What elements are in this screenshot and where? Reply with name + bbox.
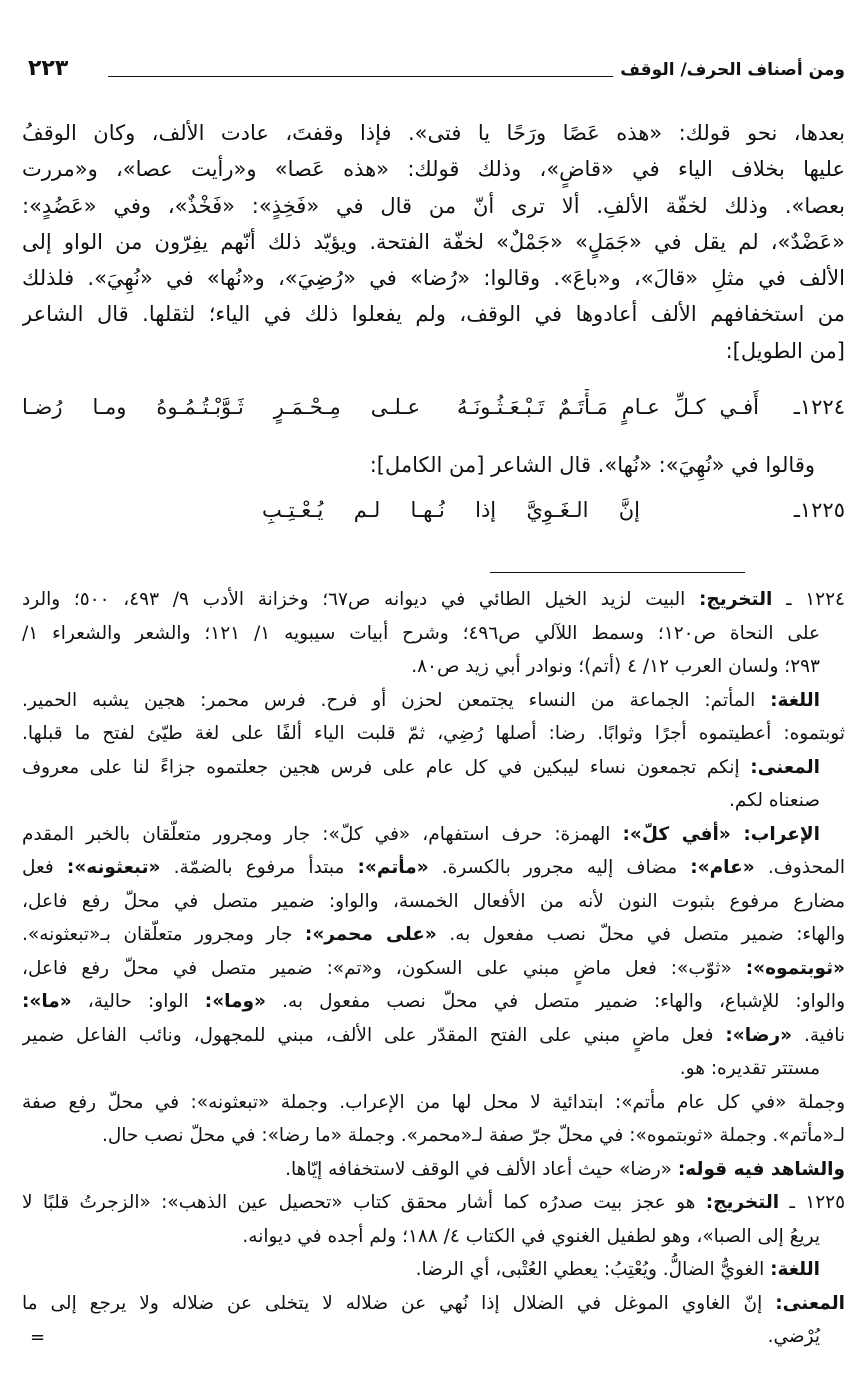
verse-number: ١٢٢٥ـ [793,498,845,522]
footnote-bold-term: «مأتم»: [357,857,429,879]
main-line: «عَضْدٌ»، لم يقل في «جَمَلٍ» «جَمْلٌ» لخفّة الفتحة. ويؤيّد ذلك أنّهم يفِرّون من الواو إلى [22,229,845,254]
footnote-line [22,818,845,852]
main-line: من استخفافهم الألف أعادوها في الوقف، ولم يفعلوا ذلك في الياء؛ لثقلها. قال الشاعر [22,302,845,327]
main-line: [من الطويل]: [725,338,845,363]
footnote-line [22,985,845,1019]
footnotes [22,583,845,1354]
footnote-line [22,952,845,986]
footnote-text: الغويُّ الضالُّ. ويُعْتِبُ: يعطي العُتْبى، أي الرضا. [415,1259,771,1281]
verse-first-hemistich: أَفـي كـلِّ عـامٍ مَـأْتَـمٌ تَـبْـعَـثُـونَـهُ [457,395,759,419]
footnote-bold-term: الإعراب: «أفي كلّ»: [622,823,820,845]
footnote-bold-term: «ثوبتموه»: [745,957,845,979]
footnote-bold-term: «وما»: [204,991,266,1013]
footnote-bold-term: المعنى: [750,756,820,778]
footnote-line [22,1153,845,1187]
footnote-bold-term: «رضا»: [725,1024,793,1046]
footnote-text: ١٢٢٥ ـ [779,1192,845,1214]
footnote-bold-term: «على محمر»: [304,924,437,946]
footnote-text: وجملة «في كل عام مأتم»: ابتدائية لا محل لها من الإعراب. وجملة «تبعثونه»: في محلّ رفع صفة [22,1091,845,1113]
footnote-line [22,717,845,751]
footnote-text: هو عجز بيت صدرُه كما أشار محقق كتاب «تحصيل عين الذهب»: «الزجرتُ قلبًا لا [22,1192,706,1214]
footnote-line [22,1287,845,1321]
footnote-text: لـ«مأتم». وجملة «ثوبتموه»: في محلّ جرّ صفة لـ«محمر». وجملة «ما رضا»: في محلّ نصب حال. [101,1125,845,1147]
footnote-text: مضارع مرفوع بثبوت النون لأنه من الأفعال الخمسة، والواو: ضمير متصل في محلّ رفع فاعل، [22,890,845,912]
bridge-line: وقالوا في «نُهِيَ»: «نُها». قال الشاعر [من الكامل]: [369,453,815,477]
main-text [22,115,845,369]
footnote-bold-term: المعنى: [775,1292,845,1314]
footnote-text: والهاء: ضمير متصل في محلّ نصب مفعول به. [436,924,845,946]
footnote-line [22,684,845,718]
footnote-bold-term: «ما»: [22,991,72,1013]
footnote-text: الهمزة: حرف استفهام، «في كلّ»: جار ومجرور متعلّقان بالخبر المقدم [22,823,623,845]
footnote-line [22,751,845,785]
footnote-text: جار ومجرور متعلّقان بـ«تبعثونه». [22,924,305,946]
footnote-bold-term: والشاهد فيه قوله: [677,1158,845,1180]
footnote-bold-term: التخريج: [699,589,773,611]
footnote-line [22,1220,845,1254]
footnote-text: البيت لزيد الخيل الطائي في ديوانه ص٦٧؛ وخزانة الأدب ٩/ ٤٩٣، ٥٠٠؛ والرد [22,589,700,611]
header-rule [108,76,613,77]
footnote-line [22,1052,845,1086]
footnote-line [22,650,845,684]
verse-second-hemistich: إنَّ الـغَـوِيَّ إذا نُـهـا لـم يُـعْـتِـبِ [262,498,640,522]
footnote-text: ٢٩٣؛ ولسان العرب ١٢/ ٤ (أتم)؛ ونوادر أبي زيد ص٨٠. [411,656,820,678]
footnote-line [22,1186,845,1220]
footnote-text: «ثوّب»: فعل ماضٍ مبني على السكون، و«تم»: ضمير متصل في محلّ رفع فاعل، [22,957,746,979]
footnote-text: المأتم: الجماعة من النساء يجتمعن لحزن أو فرح. فرس محمر: هجين يشبه الحمير. [22,689,771,711]
footnote-text: صنعناه لكم. [728,790,820,812]
main-line: عليها بخلاف الياء في «قاضٍ»، وذلك قولك: «هذه عَصا» و«رأيت عصا»، و«مررت [22,157,845,182]
footnote-text: والواو: للإشباع، والهاء: ضمير متصل في محلّ نصب مفعول به. [266,991,845,1013]
main-line: بعصا». وذلك لخفّة الألفِ. ألا ترى أنّ من قال في «فَخِذٍ»: «فَخْذٌ»، وفي «عَضُدٍ»: [22,193,845,218]
footnote-text: على النحاة ص١٢٠؛ وسمط اللآلي ص٤٩٦؛ وشرح أبيات سيبويه ١/ ١٢١؛ والشعر والشعراء ١/ [22,622,821,644]
page-number: ٢٢٣ [28,56,69,81]
footnote-text: نافية. [792,1024,845,1046]
footnote-text: فعل ماضٍ مبني على الفتح المقدّر على الألف، مبني للمجهول، ونائب الفاعل ضمير [22,1024,726,1046]
footnote-line [22,851,845,885]
footnote-text: ثوبتموه: أعطيتموه أجرًا وثوابًا. رضا: أصلها رُضِي، ثمّ قلبت الياء ألفًا على لغة طيّئ لفتح ما قبلها. [22,723,845,745]
footnote-text: الواو: حالية، [71,991,205,1013]
footnote-text: مضاف إليه مجرور بالكسرة. [428,857,691,879]
footnote-text: يريعُ إلى الصبا»، وهو لطفيل الغنوي في الكتاب ٤/ ١٨٨؛ ولم أجده في ديوانه. [242,1225,820,1247]
footnote-bold-term: «تبعثونه»: [66,857,161,879]
footnote-line [22,784,845,818]
footnote-text: «رضا» حيث أعاد الألف في الوقف لاستخفافه إيّاها. [285,1158,678,1180]
footnote-bold-term: اللغة: [770,1259,820,1281]
footnote-line [22,617,845,651]
footnote-separator [490,572,745,573]
footnote-text: المحذوف. [754,857,845,879]
footnote-bold-term: التخريج: [705,1192,780,1214]
footnote-line [22,583,845,617]
footnote-line [22,1086,845,1120]
footnote-line [22,918,845,952]
footnote-text: يُرْضي. [767,1326,820,1348]
footnote-text: إنّ الغاوي الموغل في الضلال إذا نُهي عن ضلاله لا يتخلى عن ضلاله ولا يرجع إلى ما [22,1292,776,1314]
footnote-text: مستتر تقديره: هو. [679,1058,820,1080]
footnote-text: مبتدأ مرفوع بالضمّة. [160,857,358,879]
continuation-mark: = [30,1327,46,1348]
footnote-line [22,885,845,919]
main-line: بعدها، نحو قولك: «هذه عَصًا ورَحًا يا فتى». فإذا وقفتَ، عادت الألف، وكان الوقفُ [22,121,845,145]
footnote-line [22,1320,845,1354]
footnote-bold-term: اللغة: [770,689,820,711]
main-line: الألف في مثلِ «قالَ»، و«باعَ». وقالوا: «رُضا» في «رُضِيَ»، و«نُها» في «نُهِيَ». فلذلك [22,266,845,291]
footnote-bold-term: «عام»: [690,857,755,879]
footnote-line [22,1253,845,1287]
running-title: ومن أصناف الحرف/ الوقف [620,60,845,80]
footnote-line [22,1119,845,1153]
verse-second-hemistich: عـلـى مِـحْـمَـرٍ ثَـوَّبْـتُـمُـوهُ ومـا رُضـا [22,395,420,419]
footnote-text: إنكم تجمعون نساء ليبكين في كل عام على فرس هجين جعلتموه جزاءً لنا على معروف [22,756,751,778]
verse-number: ١٢٢٤ـ [793,395,845,419]
footnote-line [22,1019,845,1053]
footnote-text: ١٢٢٤ ـ [772,589,845,611]
footnote-text: فعل [22,857,67,879]
